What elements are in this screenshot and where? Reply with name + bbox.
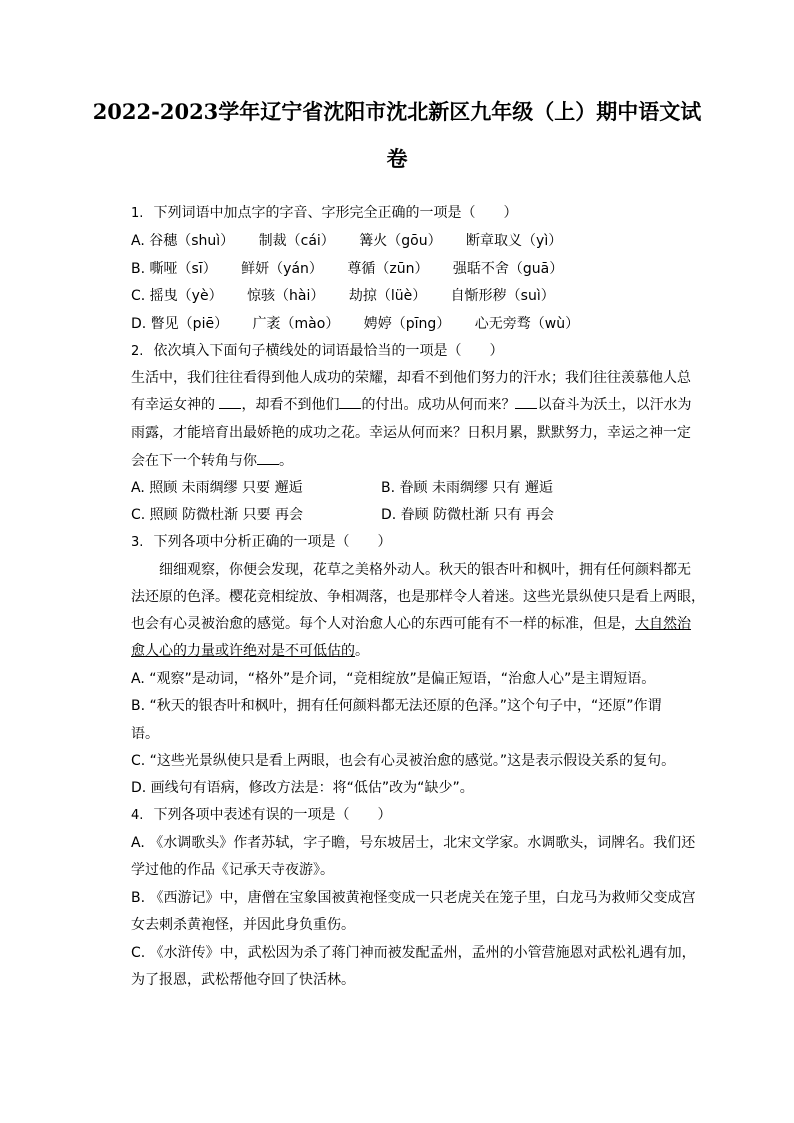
title-line-1: 2022-2023学年辽宁省沈阳市沈北新区九年级（上）期中语文试 xyxy=(92,99,702,124)
option-b-continued: 女去刺杀黄袍怪，并因此身负重伤。 xyxy=(131,917,355,933)
option-word: 强聒不舍（guā） xyxy=(452,261,564,277)
option-b: B. 《西游记》中，唐僧在宝象国被黄袍怪变成一只老虎关在笼子里，白龙马为救师父变成宫 xyxy=(131,890,696,906)
question-number: 4. xyxy=(131,808,144,823)
option-b xyxy=(131,260,563,278)
passage-text: 会在下一个转角与你 xyxy=(131,453,257,469)
passage-text: 的付出。成功从何而来？ xyxy=(361,397,516,413)
option-b: B. 眷顾 未雨绸缪 只有 邂逅 xyxy=(381,480,553,496)
question-text: 下列各项中表述有误的一项是（ ） xyxy=(153,807,392,823)
option-word: D. 瞥见（piē） xyxy=(131,316,229,332)
question-number: 1. xyxy=(131,206,144,221)
passage-line xyxy=(131,642,369,660)
passage-text: 。 xyxy=(279,453,293,469)
option-c-continued: 为了报恩，武松帮他夺回了快活林。 xyxy=(131,972,355,988)
option-a: A. “观察”是动词，“格外”是介词，“竞相绽放”是偏正短语，“治愈人心”是主谓短语。 xyxy=(131,671,656,687)
option-d xyxy=(131,315,579,333)
fill-blank xyxy=(257,452,279,465)
passage-line: 生活中，我们往往看得到他人成功的荣耀，却看不到他们努力的汗水；我们往往羡慕他人总 xyxy=(131,370,691,386)
option-word: 自惭形秽（suì） xyxy=(450,288,555,304)
underlined-sentence: 大自然治 xyxy=(635,616,691,632)
option-a xyxy=(131,232,562,250)
passage-line xyxy=(131,396,691,414)
option-word: 篝火（gōu） xyxy=(359,233,442,249)
underlined-sentence: 愈人心的力量或许绝对是不可低估的 xyxy=(131,643,355,659)
question-stem xyxy=(131,533,391,552)
question-text: 下列词语中加点字的字音、字形完全正确的一项是（ ） xyxy=(153,205,518,221)
passage-line: 雨露，才能培育出最娇艳的成功之花。幸运从何而来？日积月累，默默努力，幸运之神一定 xyxy=(131,425,691,441)
option-word: 广袤（mào） xyxy=(252,316,340,332)
question-stem xyxy=(131,806,391,825)
passage-line: 细细观察，你便会发现，花草之美格外动人。秋天的银杏叶和枫叶，拥有任何颜料都无 xyxy=(159,562,691,578)
option-c: C. “这些光景纵使只是看上两眼，也会有心灵被治愈的感觉。”这是表示假设关系的复句。 xyxy=(131,753,676,769)
option-d: D. 画线句有语病，修改方法是：将“低估”改为“缺少”。 xyxy=(131,780,474,796)
question-number: 2. xyxy=(131,344,144,359)
option-word: 断章取义（yì） xyxy=(466,233,563,249)
passage-line xyxy=(131,452,293,470)
question-stem xyxy=(131,204,517,223)
option-word: 制裁（cái） xyxy=(258,233,335,249)
passage-line: 法还原的色泽。樱花竞相绽放、争相凋落，也是那样令人着迷。这些光景纵使只是看上两眼， xyxy=(131,589,705,605)
question-stem xyxy=(131,342,503,361)
title-line-2: 卷 xyxy=(386,146,408,171)
option-word: 心无旁骛（wù） xyxy=(474,316,580,332)
passage-text: ，却看不到他们 xyxy=(241,397,340,413)
option-word: 鲜妍（yán） xyxy=(241,261,323,277)
passage-text: 以奋斗为沃土，以汗水为 xyxy=(537,397,692,413)
question-number: 3. xyxy=(131,535,144,550)
option-a: A. 《水调歌头》作者苏轼，字子瞻，号东坡居士，北宋文学家。水调歌头，词牌名。我们还 xyxy=(131,835,696,851)
option-a-continued: 学过他的作品《记承天寺夜游》。 xyxy=(131,862,334,878)
passage-line xyxy=(131,615,691,633)
option-word: 惊骇（hài） xyxy=(247,288,325,304)
fill-blank xyxy=(339,396,361,409)
fill-blank xyxy=(219,396,241,409)
passage-text: 有幸运女神的 xyxy=(131,397,220,413)
option-a: A. 照顾 未雨绸缪 只要 邂逅 xyxy=(131,480,303,496)
option-c: C. 照顾 防微杜渐 只要 再会 xyxy=(131,507,304,523)
option-word: 娉婷（pīng） xyxy=(363,316,451,332)
option-c: C. 《水浒传》中，武松因为杀了蒋门神而被发配孟州，孟州的小管营施恩对武松礼遇有加， xyxy=(131,945,696,961)
option-word: C. 摇曳（yè） xyxy=(131,288,223,304)
passage-text: 。 xyxy=(355,643,369,659)
option-word: 尊循（zūn） xyxy=(347,261,429,277)
option-word: 劫掠（lüè） xyxy=(348,288,427,304)
question-text: 下列各项中分析正确的一项是（ ） xyxy=(153,534,392,550)
option-word: A. 谷穗（shuì） xyxy=(131,233,235,249)
option-d: D. 眷顾 防微杜渐 只有 再会 xyxy=(381,507,555,523)
option-word: B. 嘶哑（sī） xyxy=(131,261,217,277)
option-c xyxy=(131,287,555,305)
option-b: B. “秋天的银杏叶和枫叶，拥有任何颜料都无法还原的色泽。”这个句子中，“还原”作谓 xyxy=(131,698,662,714)
question-text: 依次填入下面句子横线处的词语最恰当的一项是（ ） xyxy=(153,343,504,359)
fill-blank xyxy=(515,396,537,409)
option-b-continued: 语。 xyxy=(131,726,159,742)
passage-text: 也会有心灵被治愈的感觉。每个人对治愈人心的东西可能有不一样的标准，但是， xyxy=(131,616,635,632)
